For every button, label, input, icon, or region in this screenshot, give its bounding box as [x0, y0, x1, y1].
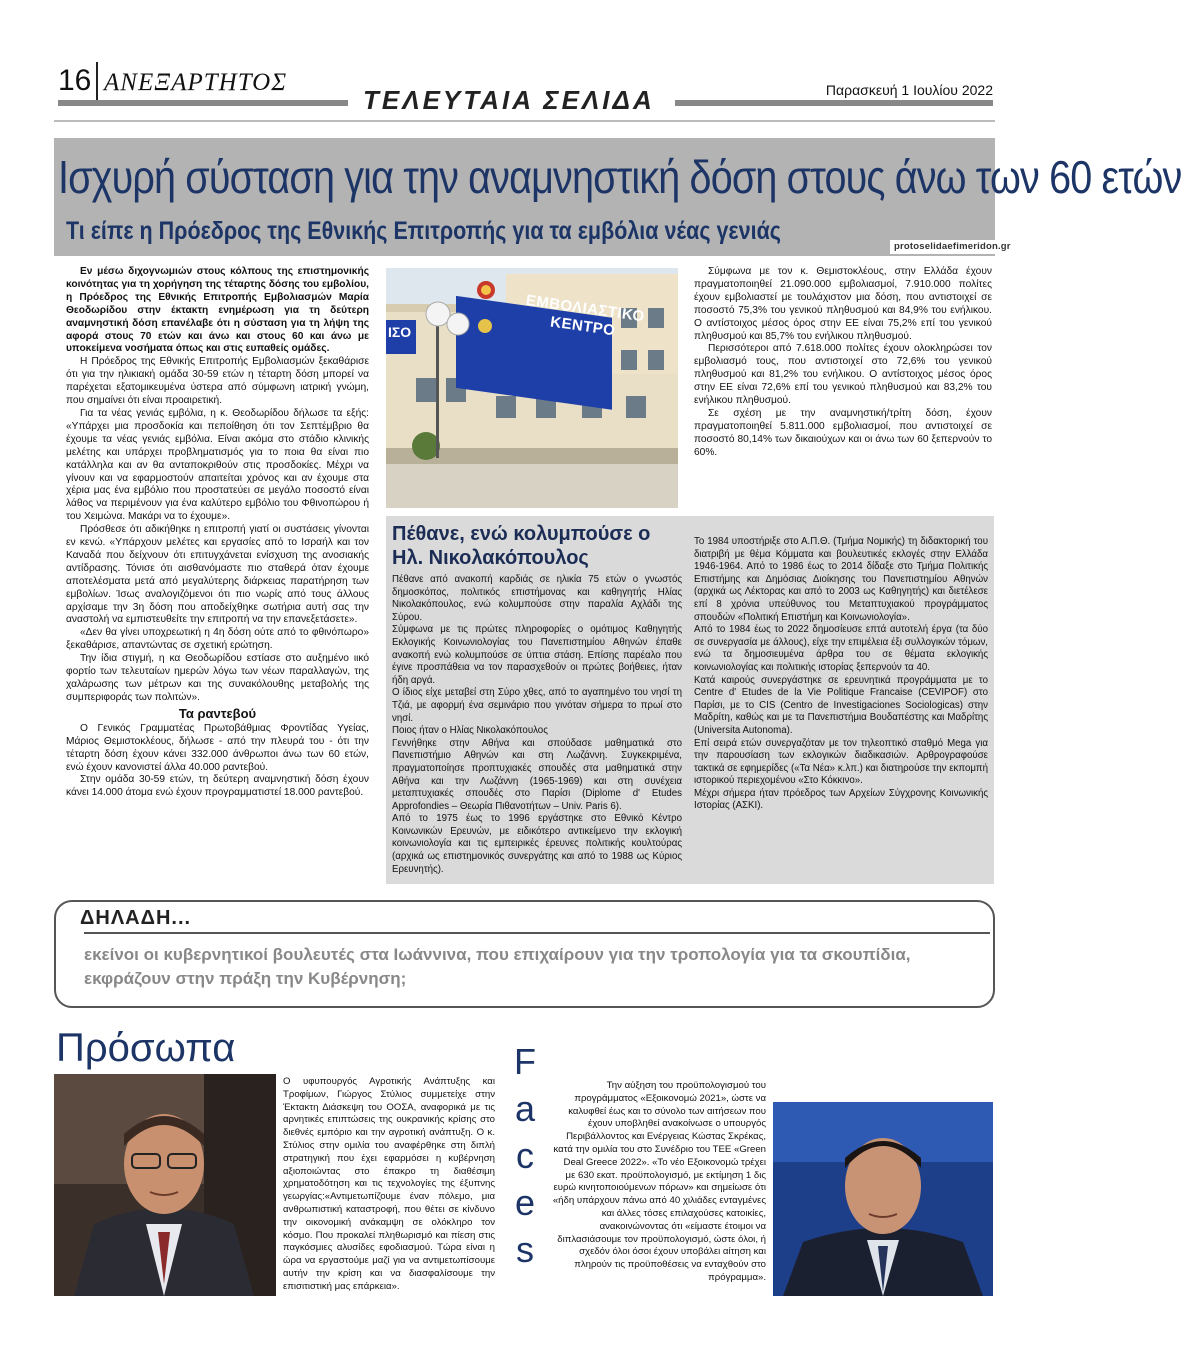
paragraph: Για τα νέας γενιάς εμβόλια, η κ. Θεοδωρίδου δήλωσε τα εξής: «Υπάρχει μια προσδοκία και πεποίθηση ότι τον Σεπτέμβριο θα έχουμε τα νέας γενιάς εμβόλια. Είναι ακόμα στο στάδιο κλινικής μελέτης και υπάρχει προβληματισμός για το ποια θα είναι πιο κατάλληλα και αν θα ανταποκριθούν στις προσδοκίες. Μέχρι να γίνουν και να εφαρμοστούν απαιτείται χρόνος και αν έχουμε στα χέρια μας ένα εμβόλιο που προστατεύει σε μεγάλο ποσοστό είναι λάθος να περιμένουν για ένα καλύτερο εμβόλιο του Φθινοπώρου ή του Χειμώνα. Μακάρι να το έχουμε».: [66, 407, 369, 523]
faces-letter: c: [516, 1135, 534, 1176]
paragraph: Επί σειρά ετών συνεργαζόταν με τον τηλεοπτικό σταθμό Mega για την παρουσίαση των εκλογικών διαδικασιών. Αρθρογραφούσε τακτικά σε εφημερίδες («Τα Νέα» κ.λπ.) και διατηρούσε την εκπομπή ιστορικού περιεχομένου «Στο Κόκκινο».: [694, 737, 988, 787]
paragraph: Σύμφωνα με τον κ. Θεμιστοκλέους, στην Ελλάδα έχουν πραγματοποιηθεί 21.090.000 εμβολιασμοί, 7.910.000 πολίτες έχουν εμβολιαστεί με τουλάχιστον μια δόση, που αντιστοιχεί σε ποσοστό 75,3% του γενικού πληθυσμού και 84,9% του ενήλικου. Ο αντίστοιχος μέσος όρος στην ΕΕ είναι 75,2% επί του γενικού πληθυσμού και 85,7% του ενήλικου πληθυσμού.: [694, 266, 992, 342]
page-number: 16: [58, 64, 92, 97]
article-lead: Εν μέσω διχογνωμιών στους κόλπους της επιστημονικής κοινότητας για τη χορήγηση της τέταρτης δόσης του εμβολίου, η Πρόεδρος της Εθνικής Επιτροπής Εμβολιασμών Μαρία Θεοδωρίδου στην έκτακτη ενημέρωση για τη δεύτερη αναμνηστική δόση επανέλαβε ότι η σύσταση για τη λήψη της αφορά στους 70 ετών και άνω και στους 60 και άνω με υποκείμενα νοσήματα όπως και στις ευπαθείς ομάδες.: [66, 266, 369, 355]
obituary-title: Πέθανε, ενώ κολυμπούσε ο Ηλ. Νικολακόπουλος: [392, 523, 651, 569]
paragraph: Η Πρόεδρος της Εθνικής Επιτροπής Εμβολιασμών ξεκαθάρισε ότι για την ηλικιακή ομάδα 30-59 ετών η τέταρτη δόση μπορεί να παρέχεται εξατομικευμένα ύστερα από σύμφωνη ιατρική γνώμη, που σημαίνει ότι είναι προαιρετική.: [66, 356, 369, 407]
skrekas-photo: [773, 1102, 993, 1296]
sign-text: ΕΜΒΟΛΙΑΣΤΙΚΟ ΚΕΝΤΡΟ: [524, 291, 646, 340]
paragraph: Σε σχέση με την αναμνηστική/τρίτη δόση, έχουν πραγματοποιηθεί 5.811.000 εμβολιασμοί, που αντιστοιχεί σε ποσοστό 80,14% των δικαιούχων και οι άνω των 60 ξεπερνούν το 60%.: [694, 407, 992, 458]
dilathi-label: ΔΗΛΑΔΗ...: [80, 907, 192, 929]
header-bar-right: [675, 100, 993, 106]
section-title: ΤΕΛΕΥΤΑΙΑ ΣΕΛΙΔΑ: [363, 85, 655, 115]
paragraph: Κατά καιρούς συνεργάστηκε σε ερευνητικά προγράμματα με το Centre d' Etudes de la Vie Politique Francaise (CEVIPOF) στο Παρίσι, με το CIS (Centro de Investigaciones Sociologicas) στην Μαδρίτη, καθώς και με τα Πανεπιστήμια Βουδαπέστης και Μαδρίτης (Universita Autonoma).: [694, 674, 988, 736]
faces-letter: F: [514, 1041, 536, 1082]
prosopa-title: Πρόσωπα: [56, 1026, 236, 1070]
paragraph: Πέθανε από ανακοπή καρδιάς σε ηλικία 75 ετών ο γνωστός δημοσκόπος, πολιτικός επιστήμονας και καθηγητής Ηλίας Νικολακόπουλος, ενώ κολυμπούσε στην παραλία Αχλάδι της Σύρου.: [392, 574, 682, 623]
stylios-photo: [54, 1074, 276, 1296]
article-column-3: [694, 266, 992, 460]
obituary-column-1: [392, 574, 682, 876]
obituary-column-2: [694, 536, 988, 813]
paragraph: Από το 1984 έως το 2022 δημοσίευσε επτά αυτοτελή έργα (τα δύο σε συνεργασία με άλλους), είχε την επιμέλεια έξι συλλογικών τόμων, ενώ τα δημοσιευμένα άρθρα του σε θέματα εκλογικής κοινωνιολογίας και πολιτικής ιστορίας ξεπερνούν τα 40.: [694, 624, 988, 673]
article-column-1: [66, 266, 369, 800]
paragraph: Ο Γενικός Γραμματέας Πρωτοβάθμιας Φροντίδας Υγείας, Μάριος Θεμιστοκλέους, δήλωσε - από την πλευρά του - ότι την τέταρτη δόση έχουν κάνει 332.000 άνθρωποι άνω των 60 ετών, ενώ έχουν κανονιστεί άλλα 40.000 ραντεβού.: [66, 722, 369, 773]
paragraph: Στην ομάδα 30-59 ετών, τη δεύτερη αναμνηστική δόση έχουν κάνει 14.000 άτομα ενώ έχουν προγραμματιστεί 18.000 ραντεβού.: [66, 774, 369, 799]
vaccination-center-photo: [386, 268, 678, 508]
paragraph: Γεννήθηκε στην Αθήνα και σπούδασε μαθηματικά στο Πανεπιστήμιο Αθηνών και στη Λωζάννη. Συγκεκριμένα, πραγματοποίησε προπτυχιακές σπουδές στα μαθηματικά στην Αθήνα και την Λωζάννη (1965-1969) και στη συνέχεια μεταπτυχιακές σπουδές στο Παρίσι (Diplome d' Etudes Approfondies – Θεωρία Πιθανοτήτων – Univ. Paris 6).: [392, 737, 682, 812]
paragraph: Πρόσθεσε ότι αδικήθηκε η επιτροπή γιατί οι συστάσεις γίνονται εν κενώ. «Υπάρχουν μελέτες και εργασίες από το Ισραήλ και τον Καναδά που δείχνουν ότι επιτυγχάνεται ενίσχυση της ανοσιακής αντίδρασης. Τόνισε ότι αισθανόμαστε πιο σταθερά όταν έχουμε αποτελέσματα μετά από μεγαλύτερης διάρκειας παρατήρηση των εμβολίων. Ίσως αναλογιζόμενοι ότι πιο νωρίς από τους άλλους αρχίσαμε την 3η δόση που αποδείχθηκε σωτήρια αυτή σας την αναστολή να εμπιστευθείτε την επιτροπή να την επανεξετάσετε».: [66, 524, 369, 626]
header-bar-left: [58, 100, 348, 106]
paragraph: Ποιος ήταν ο Ηλίας Νικολακόπουλος: [392, 725, 548, 737]
faces-letter: a: [514, 1088, 536, 1129]
paragraph: Μέχρι σήμερα ήταν πρόεδρος των Αρχείων Σύγχρονης Κοινωνικής Ιστορίας (ΑΣΚΙ).: [694, 787, 988, 812]
sign-text-left: ΙΣΟ: [388, 324, 412, 340]
header-rule: [54, 120, 995, 122]
paragraph: Το 1984 υποστήριξε στο Α.Π.Θ. (Τμήμα Νομικής) τη διδακτορική του διατριβή με θέμα Κόμματα και βουλευτικές εκλογές στην Ελλάδα 1946-1964. Από το 1986 έως το 2014 δίδαξε στο Τμήμα Πολιτικής Επιστήμης και Δημόσιας Διοίκησης του Πανεπιστημίου Αθηνών (αρχικά ως Λέκτορας και από το 2003 ως Καθηγητής) και διετέλεσε επί 8 χρόνια υπεύθυνος του Μεταπτυχιακού προγράμματος σπουδών «Πολιτική Επιστήμη και Κοινωνιολογία».: [694, 536, 988, 623]
headline: Ισχυρή σύσταση για την αναμνηστική δόση στους άνω των 60 ετών: [58, 151, 1181, 203]
paragraph: Την ίδια στιγμή, η κα Θεοδωρίδου εστίασε στο αυξημένο ιικό φορτίο των τελευταίων ημερών λόγω των νέων παραλλαγών, της χαλάρωσης των μέτρων και της συνακόλουθης μεταβολής της συμπεριφοράς των πολιτών».: [66, 653, 369, 703]
faces-vertical-label: [510, 1038, 540, 1273]
dilathi-text: εκείνοι οι κυβερνητικοί βουλευτές στα Ιωάννινα, που επιχαίρουν για την τροπολογία για τα σκουπίδια, εκφράζουν στην πράξη την Κυβέρνηση;: [84, 945, 911, 988]
newspaper-name: ΑΝΕΞΑΡΤΗΤΟΣ: [104, 69, 288, 96]
source-credit: protoselidaefimeridon.gr: [890, 240, 1002, 254]
paragraph: Περισσότεροι από 7.618.000 πολίτες έχουν ολοκληρώσει τον εμβολιασμό τους, που αντιστοιχεί στο 72,6% του γενικού πληθυσμού και 81,2% του ενήλικου. Ο αντίστοιχος μέσος όρος στην ΕΕ είναι 72,6% επί του γενικού πληθυσμού και 83,2% του ενήλικου πληθυσμού.: [694, 343, 992, 407]
dilathi-divider: [84, 932, 990, 934]
paragraph: Σύμφωνα με τις πρώτες πληροφορίες ο ομότιμος Καθηγητής Εκλογικής Κοινωνιολογίας του Πανεπιστημίου Αθηνών έπαθε ανακοπή ενώ κολυμπούσε σε ύπτια στάση. Επίσης παρέαλο που έγινε προσπάθεια να τον παρασχεθούν οι πρώτες βοήθειες, ήταν ήδη αργά.: [392, 624, 682, 686]
skrekas-text: Την αύξηση του προϋπολογισμού του προγράμματος «Εξοικονομώ 2021», ώστε να καλυφθεί έως και το σύνολο των αιτήσεων που έχουν υποβληθεί ανακοίνωσε ο υπουργός Περιβάλλοντος και Ενέργειας Κώστας Σκρέκας, κατά την ομιλία του στο Συνέδριο του ΤΕΕ «Green Deal Greece 2022». «Το νέο Εξοικονομώ τρέχει με 630 εκατ. προϋπολογισμό, με εκτίμηση 1 δις ευρώ κινητοποιούμενων πόρων» και σημείωσε ότι «ήδη υπάρχουν πάνω από 40 χιλιάδες ενταγμένες και άλλες τόσες επιλαχούσες κατοικίες, ανακοινώνοντας ότι «είμαστε έτοιμοι να διπλασιάσουμε τον προϋπολογισμό, ώστε όλοι, ή σχεδόν όλοι όσοι έχουν υποβάλει αίτηση και πληρούν τις προϋποθέσεις να ενταχθούν στο πρόγραμμα».: [552, 1080, 766, 1283]
faces-letter: s: [516, 1229, 534, 1270]
subhead-appointments: Τα ραντεβού: [178, 705, 257, 721]
header-divider: [96, 62, 98, 104]
faces-letter: e: [514, 1182, 536, 1223]
stylios-text: Ο υφυπουργός Αγροτικής Ανάπτυξης και Τροφίμων, Γιώργος Στύλιος συμμετείχε στην Έκτακτη Διάσκεψη του ΟΟΣΑ, αναφορικά με τις αρνητικές επιπτώσεις της ουκρανικής κρίσης στο διεθνές εμπόριο και την αγροτική ανάπτυξη. Ο κ. Στύλιος στην ομιλία του αναφέρθηκε στη διπλή στρατηγική που έχει εφαρμόσει η κυβέρνηση αξιοποιώντας στο έπακρο τη διαθέσιμη χρηματοδότηση και τις τεχνολογίες της έξυπνης γεωργίας:«Αντιμετωπίζουμε έναν πόλεμο, μια ανθρωπιστική καταστροφή, που θέτει σε κίνδυνο την οικονομική ανάκαμψη σε ολόκληρο τον κόσμο. Που προκαλεί πληθωρισμό και πίεση στις παγκόσμιες αλυσίδες εφοδιασμού. Τώρα είναι η ώρα να εργαστούμε μαζί για να αντιμετωπίσουμε αυτήν την κρίση και να διασφαλίσουμε την επισιτιστική μας επάρκεια».: [283, 1076, 495, 1292]
paragraph: Ο ίδιος είχε μεταβεί στη Σύρο χθες, από το αγαπημένο του νησί τη Τζιά, με αφορμή ένα σεμινάριο που γινόταν σήμερα το πρωί στο νησί.: [392, 687, 682, 724]
paragraph: «Δεν θα γίνει υποχρεωτική η 4η δόση ούτε από το φθινόπωρο» ξεκαθάρισε, απαντώντας σε σχετική ερώτηση.: [66, 627, 369, 652]
issue-date: Παρασκευή 1 Ιουλίου 2022: [825, 82, 993, 98]
subheadline: Τι είπε η Πρόεδρος της Εθνικής Επιτροπής για τα εμβόλια νέας γενιάς: [66, 217, 781, 245]
paragraph: Από το 1975 έως το 1996 εργάστηκε στο Εθνικό Κέντρο Κοινωνικών Ερευνών, με ειδικότερο αντικείμενο την εκλογική κοινωνιολογία και τις εμπειρικές έρευνες πολιτικής κουλτούρας (αρχικά ως επιστημονικός συνεργάτης και από το 1988 ως Κύριος Ερευνητής).: [392, 813, 682, 875]
